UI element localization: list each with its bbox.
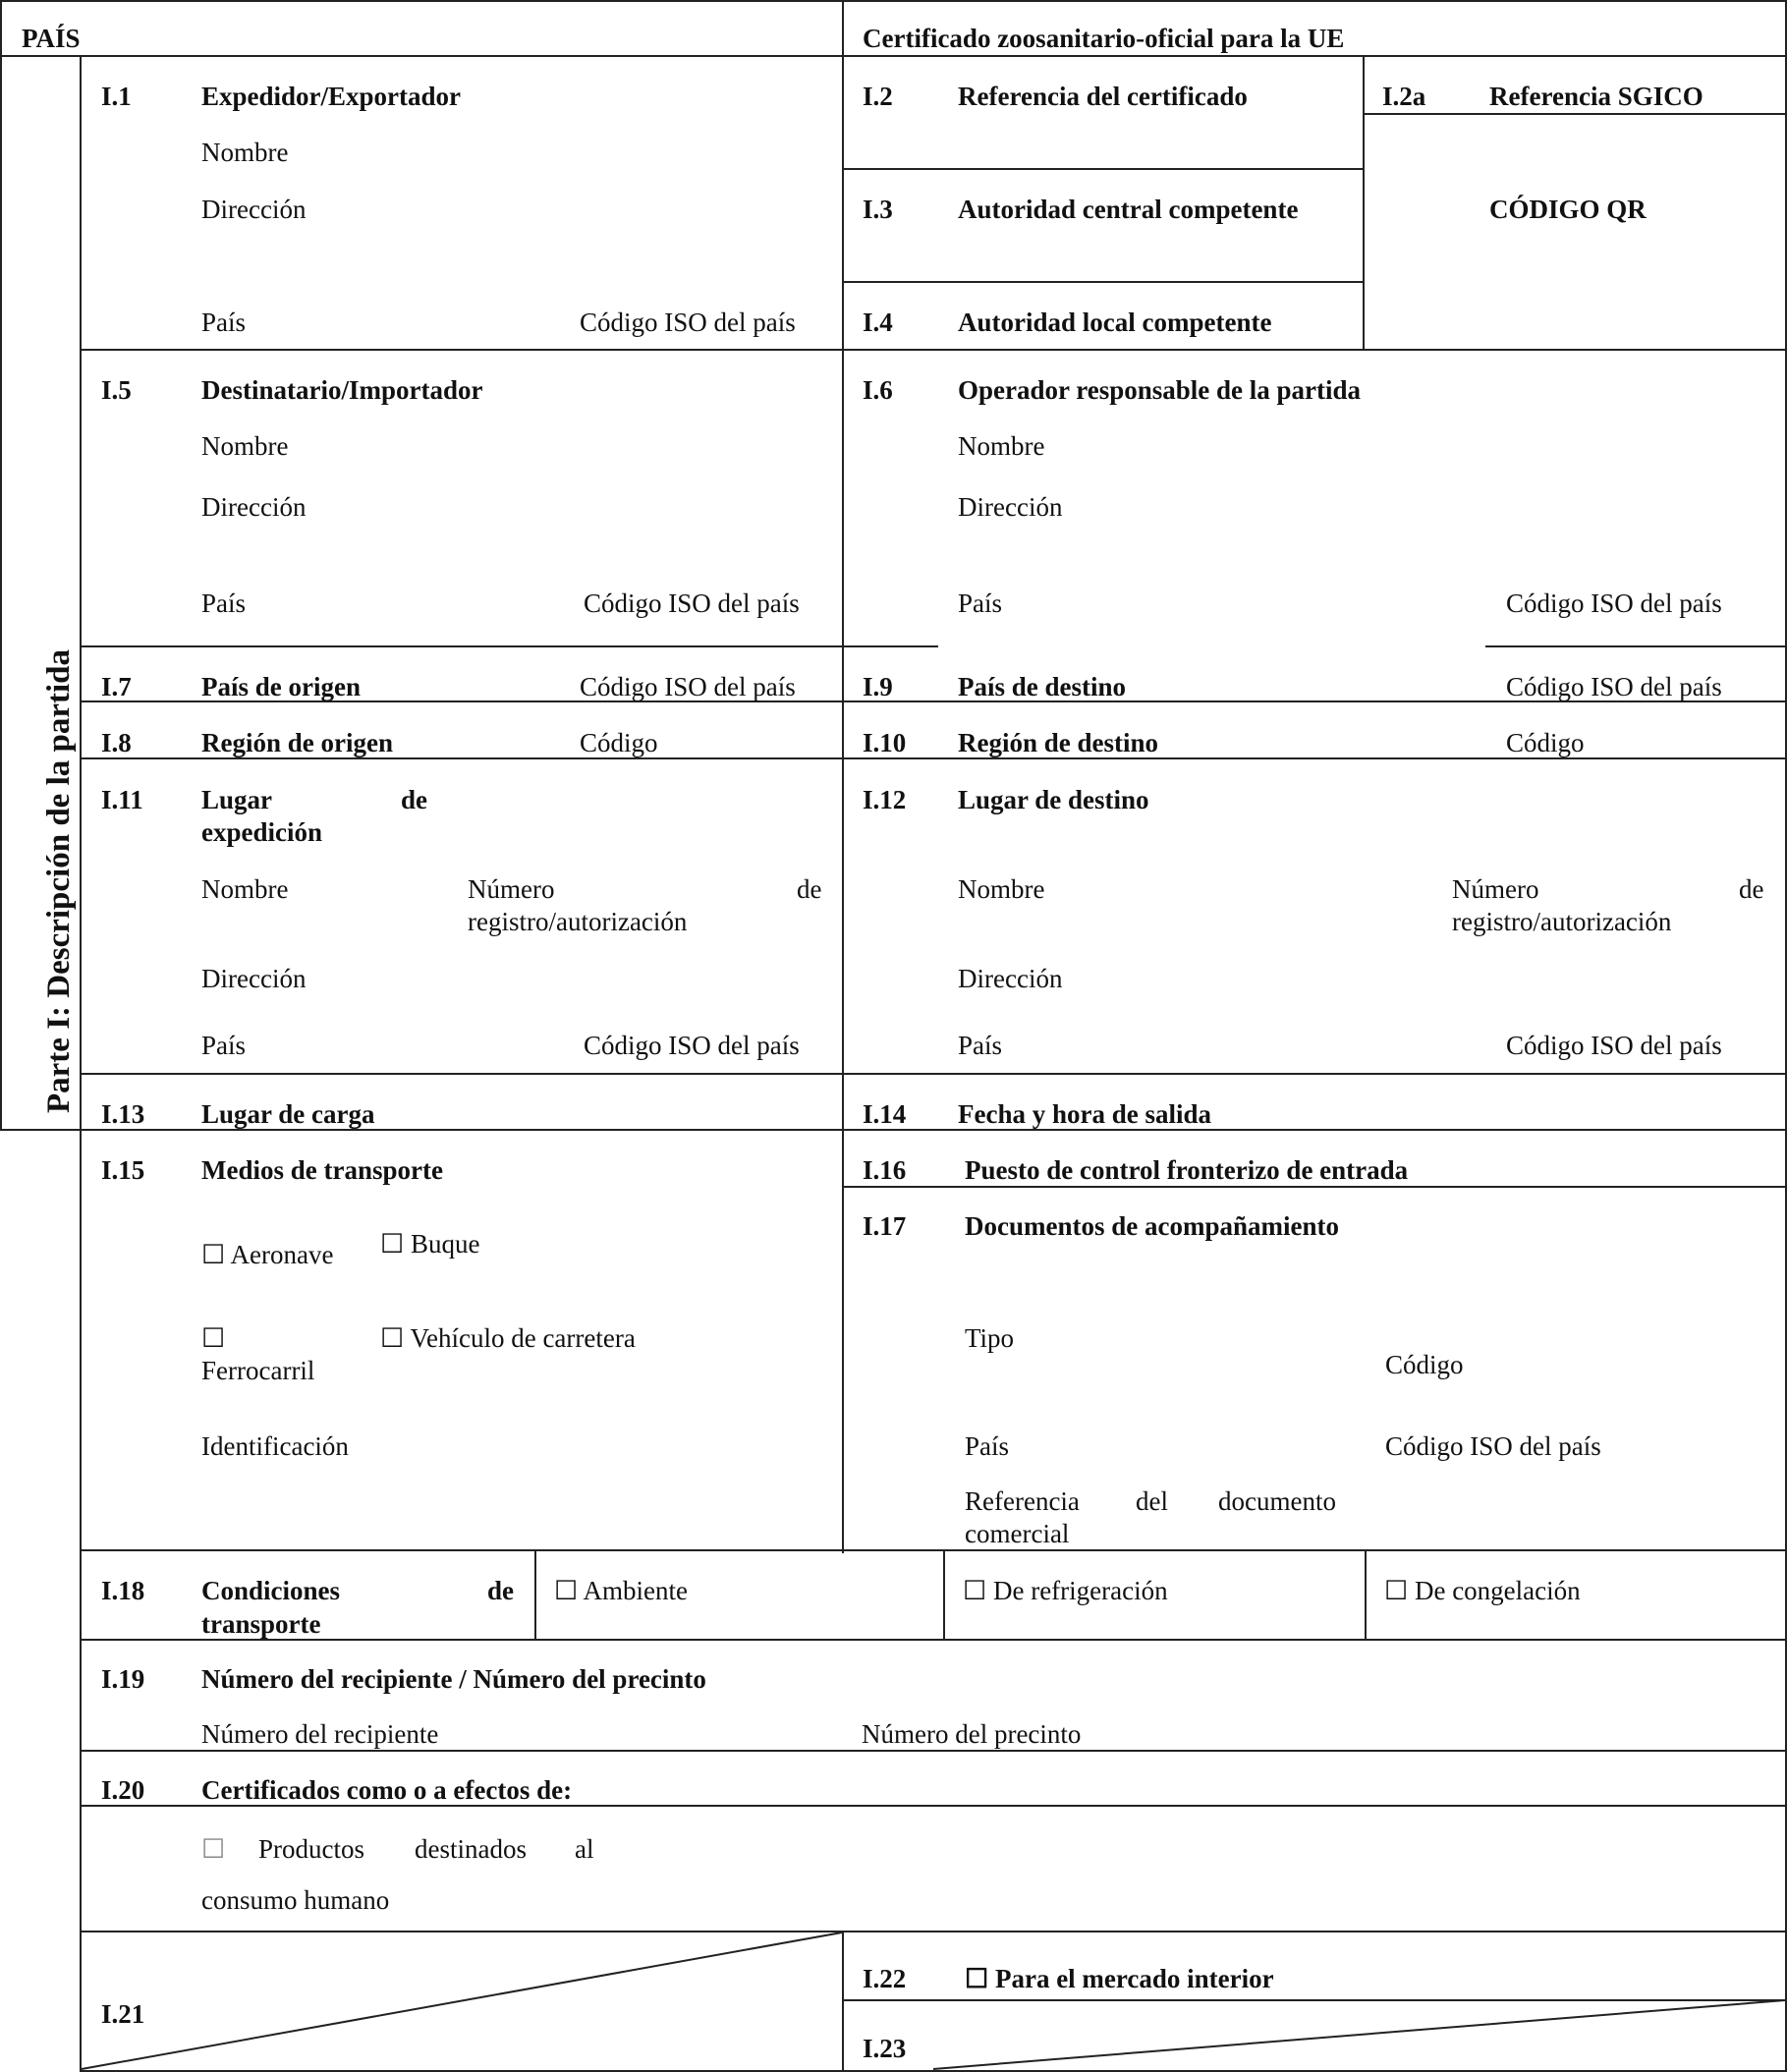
i17-ref-part4: comercial	[965, 1519, 1070, 1548]
ship-checkbox[interactable]: ☐ Buque	[380, 1229, 480, 1259]
i17-country-label: País	[965, 1431, 1010, 1461]
i5-name-label: Nombre	[201, 431, 289, 461]
i7-iso-label: Código ISO del país	[580, 672, 796, 701]
i22-number: I.22	[863, 1964, 907, 1993]
i11-title-part2: de	[401, 785, 427, 814]
i17-iso-label: Código ISO del país	[1385, 1431, 1601, 1461]
part-vertical-title: Parte I: Descripción de la partida	[41, 648, 77, 1113]
i9-iso-label: Código ISO del país	[1506, 672, 1722, 701]
i21-number: I.21	[101, 1999, 145, 2029]
i6-iso-label: Código ISO del país	[1506, 588, 1722, 618]
i1-country-label: País	[201, 308, 247, 337]
ambient-label: Ambiente	[583, 1576, 688, 1605]
i9-number: I.9	[863, 672, 893, 701]
i11-iso-label: Código ISO del país	[584, 1031, 800, 1060]
i20-title: Certificados como o a efectos de:	[201, 1775, 573, 1805]
road-vehicle-checkbox[interactable]: ☐ Vehículo de carretera	[380, 1323, 636, 1353]
i6-name-label: Nombre	[958, 431, 1045, 461]
human-consumption-word2: destinados	[415, 1834, 527, 1864]
i14-number: I.14	[863, 1099, 907, 1129]
human-consumption-checkbox[interactable]: ☐	[201, 1834, 226, 1864]
rail-checkbox[interactable]: ☐	[201, 1323, 226, 1353]
i21-diagonal	[82, 1932, 842, 2069]
i17-number: I.17	[863, 1211, 907, 1241]
i11-reg-part3: registro/autorización	[468, 907, 688, 936]
i12-number: I.12	[863, 785, 907, 814]
container-number-label: Número del recipiente	[201, 1719, 439, 1749]
i1-name-label: Nombre	[201, 138, 289, 167]
chilled-checkbox[interactable]: ☐ De refrigeración	[963, 1576, 1168, 1605]
i16-number: I.16	[863, 1155, 907, 1185]
i7-number: I.7	[101, 672, 132, 701]
i17-type-label: Tipo	[965, 1323, 1015, 1353]
i11-reg-part1: Número	[468, 874, 555, 904]
i1-title: Expedidor/Exportador	[201, 82, 462, 111]
i19-title: Número del recipiente / Número del precinto	[201, 1664, 706, 1694]
i11-country-label: País	[201, 1031, 247, 1060]
i9-title: País de destino	[958, 672, 1127, 701]
i6-number: I.6	[863, 375, 893, 405]
i12-title: Lugar de destino	[958, 785, 1149, 814]
i11-number: I.11	[101, 785, 143, 814]
i6-address-label: Dirección	[958, 492, 1063, 522]
i11-title-part1: Lugar	[201, 785, 273, 814]
ship-label: Buque	[410, 1229, 480, 1259]
i8-number: I.8	[101, 728, 132, 757]
i1-iso-label: Código ISO del país	[580, 308, 796, 337]
i14-title: Fecha y hora de salida	[958, 1099, 1212, 1129]
frozen-checkbox[interactable]: ☐ De congelación	[1384, 1576, 1581, 1605]
i19-number: I.19	[101, 1664, 145, 1694]
chilled-label: De refrigeración	[992, 1576, 1168, 1605]
i17-ref-part2: del	[1136, 1486, 1168, 1516]
i17-ref-part3: documento	[1218, 1486, 1336, 1516]
aircraft-checkbox[interactable]: ☐ Aeronave	[201, 1240, 334, 1269]
i11-reg-part2: de	[797, 874, 822, 904]
i13-title: Lugar de carga	[201, 1099, 375, 1129]
i1-address-label: Dirección	[201, 195, 307, 224]
i2-number: I.2	[863, 82, 893, 111]
i10-number: I.10	[863, 728, 907, 757]
i23-diagonal	[933, 2000, 1785, 2069]
frozen-label: De congelación	[1414, 1576, 1581, 1605]
i18-title-part3: transporte	[201, 1609, 321, 1639]
i8-code-label: Código	[580, 728, 658, 757]
i18-title-part2: de	[487, 1576, 514, 1605]
i11-address-label: Dirección	[201, 964, 307, 993]
i4-title: Autoridad local competente	[958, 308, 1272, 337]
i20-number: I.20	[101, 1775, 145, 1805]
header-country: PAÍS	[22, 24, 81, 53]
i18-title-part1: Condiciones	[201, 1576, 341, 1605]
seal-number-label: Número del precinto	[862, 1719, 1082, 1749]
i3-number: I.3	[863, 195, 893, 224]
i12-reg-part3: registro/autorización	[1452, 907, 1672, 936]
i5-number: I.5	[101, 375, 132, 405]
i5-title: Destinatario/Importador	[201, 375, 483, 405]
ambient-checkbox[interactable]: ☐ Ambiente	[554, 1576, 688, 1605]
i5-address-label: Dirección	[201, 492, 307, 522]
i18-number: I.18	[101, 1576, 145, 1605]
i11-name-label: Nombre	[201, 874, 289, 904]
i5-country-label: País	[201, 588, 247, 618]
i12-reg-part2: de	[1739, 874, 1764, 904]
header-cert-title: Certificado zoosanitario-oficial para la UE	[863, 24, 1345, 53]
i12-country-label: País	[958, 1031, 1003, 1060]
i17-title: Documentos de acompañamiento	[965, 1211, 1339, 1241]
i12-reg-part1: Número	[1452, 874, 1539, 904]
road-vehicle-label: Vehículo de carretera	[410, 1323, 636, 1353]
i4-number: I.4	[863, 308, 893, 337]
internal-market-label: Para el mercado interior	[994, 1964, 1274, 1993]
i5-iso-label: Código ISO del país	[584, 588, 800, 618]
i8-title: Región de origen	[201, 728, 393, 757]
i3-title: Autoridad central competente	[958, 195, 1299, 224]
i10-code-label: Código	[1506, 728, 1585, 757]
rail-label: Ferrocarril	[201, 1356, 315, 1385]
i6-country-label: País	[958, 588, 1003, 618]
i16-title: Puesto de control fronterizo de entrada	[965, 1155, 1409, 1185]
qr-code-placeholder: CÓDIGO QR	[1489, 195, 1647, 224]
aircraft-label: Aeronave	[230, 1240, 334, 1269]
i23-number: I.23	[863, 2034, 907, 2063]
i17-ref-part1: Referencia	[965, 1486, 1080, 1516]
i11-title-part3: expedición	[201, 817, 323, 847]
i12-name-label: Nombre	[958, 874, 1045, 904]
i6-title: Operador responsable de la partida	[958, 375, 1362, 405]
identification-label: Identificación	[201, 1431, 349, 1461]
i13-number: I.13	[101, 1099, 145, 1129]
i2a-number: I.2a	[1382, 82, 1426, 111]
internal-market-checkbox[interactable]: ☐ Para el mercado interior	[965, 1964, 1274, 1993]
human-consumption-line2: consumo humano	[201, 1885, 390, 1915]
i17-code-label: Código	[1385, 1350, 1464, 1379]
i15-title: Medios de transporte	[201, 1155, 443, 1185]
i7-title: País de origen	[201, 672, 361, 701]
i15-number: I.15	[101, 1155, 145, 1185]
human-consumption-word1: Productos	[258, 1834, 364, 1864]
i2a-title: Referencia SGICO	[1489, 82, 1703, 111]
i12-iso-label: Código ISO del país	[1506, 1031, 1722, 1060]
i12-address-label: Dirección	[958, 964, 1063, 993]
i1-number: I.1	[101, 82, 132, 111]
human-consumption-word3: al	[575, 1834, 594, 1864]
i10-title: Región de destino	[958, 728, 1159, 757]
i2-title: Referencia del certificado	[958, 82, 1248, 111]
